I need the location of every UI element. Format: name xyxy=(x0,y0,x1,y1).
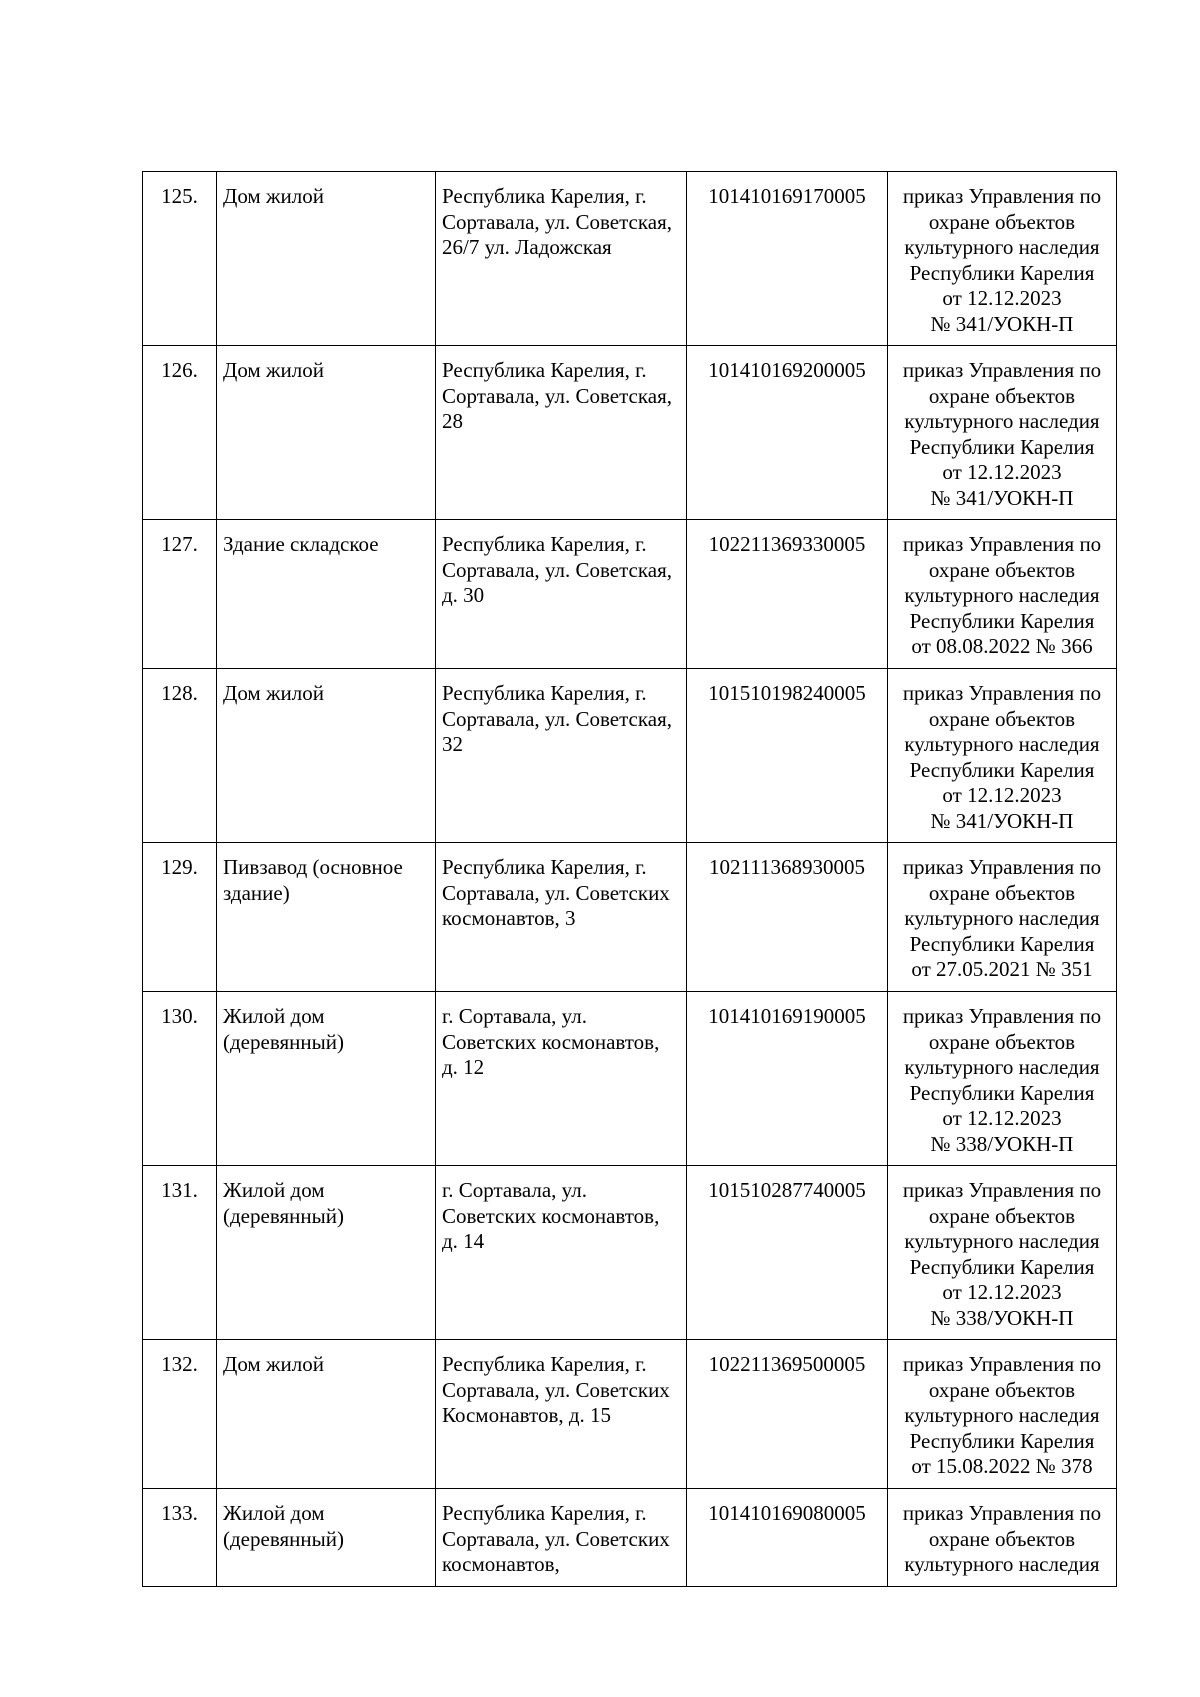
table-row xyxy=(143,520,1117,669)
registry-number: 101410169170005 xyxy=(687,172,888,346)
object-name: Жилой дом (деревянный) xyxy=(217,1166,436,1340)
table-row xyxy=(143,1489,1117,1587)
decree-line: охране объектов xyxy=(928,1377,1076,1402)
decree-line: приказ Управления по xyxy=(902,1501,1102,1525)
decree-line: от 12.12.2023 xyxy=(942,1106,1062,1130)
registry-number: 102111368930005 xyxy=(687,843,888,992)
registry-number: 101410169190005 xyxy=(687,992,888,1166)
decree-line: Республики Карелия xyxy=(909,260,1095,285)
object-address: Республика Карелия, г. Сортавала, ул. Советская, д. 30 xyxy=(436,520,687,669)
object-address: Республика Карелия, г. Сортавала, ул. Советская, 28 xyxy=(436,346,687,520)
decree-line: приказ Управления по xyxy=(902,855,1102,879)
object-name: Жилой дом (деревянный) xyxy=(217,1489,436,1587)
table-row xyxy=(143,1166,1117,1340)
object-address: Республика Карелия, г. Сортавала, ул. Советская, 26/7 ул. Ладожская xyxy=(436,172,687,346)
object-name: Дом жилой xyxy=(217,172,436,346)
decree-line: Республики Карелия xyxy=(909,434,1095,459)
decree-text xyxy=(888,669,1117,843)
object-name: Пивзавод (основное здание) xyxy=(217,843,436,992)
row-number: 125. xyxy=(143,172,217,346)
decree-text xyxy=(888,520,1117,669)
decree-line: № 338/УОКН-П xyxy=(930,1305,1074,1330)
registry-number: 101510198240005 xyxy=(687,669,888,843)
object-name: Дом жилой xyxy=(217,669,436,843)
row-number: 130. xyxy=(143,992,217,1166)
object-address: г. Сортавала, ул. Советских космонавтов, д. 12 xyxy=(436,992,687,1166)
table-row xyxy=(143,669,1117,843)
decree-text xyxy=(888,1489,1117,1587)
decree-line: охране объектов xyxy=(928,1029,1076,1054)
decree-line: приказ Управления по xyxy=(902,681,1102,705)
object-name: Здание складское xyxy=(217,520,436,669)
object-address: Республика Карелия, г. Сортавала, ул. Советская, 32 xyxy=(436,669,687,843)
decree-line: Республики Карелия xyxy=(909,1428,1095,1453)
registry-table xyxy=(142,171,1117,1587)
decree-line: культурного наследия xyxy=(904,1229,1100,1253)
decree-line: № 341/УОКН-П xyxy=(930,808,1074,833)
decree-text xyxy=(888,346,1117,520)
registry-number: 101510287740005 xyxy=(687,1166,888,1340)
registry-number: 101410169200005 xyxy=(687,346,888,520)
row-number: 129. xyxy=(143,843,217,992)
decree-line: от 12.12.2023 xyxy=(942,460,1062,484)
decree-line: охране объектов xyxy=(928,209,1076,234)
table-body xyxy=(143,172,1117,1587)
object-address: г. Сортавала, ул. Советских космонавтов, д. 14 xyxy=(436,1166,687,1340)
row-number: 131. xyxy=(143,1166,217,1340)
decree-line: культурного наследия xyxy=(904,1403,1100,1427)
registry-number: 102211369330005 xyxy=(687,520,888,669)
object-name: Дом жилой xyxy=(217,346,436,520)
decree-line: культурного наследия xyxy=(904,906,1100,930)
decree-line: приказ Управления по xyxy=(902,1178,1102,1202)
decree-line: № 338/УОКН-П xyxy=(930,1131,1074,1156)
decree-text xyxy=(888,1166,1117,1340)
decree-text xyxy=(888,172,1117,346)
row-number: 132. xyxy=(143,1340,217,1489)
registry-number: 102211369500005 xyxy=(687,1340,888,1489)
row-number: 127. xyxy=(143,520,217,669)
decree-line: Республики Карелия xyxy=(909,757,1095,782)
object-address: Республика Карелия, г. Сортавала, ул. Советских Космонавтов, д. 15 xyxy=(436,1340,687,1489)
table-row xyxy=(143,843,1117,992)
decree-line: культурного наследия xyxy=(904,583,1100,607)
decree-line: № 341/УОКН-П xyxy=(930,485,1074,510)
decree-line: от 15.08.2022 № 378 xyxy=(911,1454,1093,1478)
decree-line: приказ Управления по xyxy=(902,532,1102,556)
object-address: Республика Карелия, г. Сортавала, ул. Советских космонавтов, xyxy=(436,1489,687,1587)
decree-line: культурного наследия xyxy=(904,1552,1100,1576)
registry-number: 101410169080005 xyxy=(687,1489,888,1587)
decree-line: от 27.05.2021 № 351 xyxy=(911,957,1093,981)
decree-line: от 08.08.2022 № 366 xyxy=(911,634,1093,658)
decree-line: приказ Управления по xyxy=(902,184,1102,208)
row-number: 133. xyxy=(143,1489,217,1587)
decree-line: приказ Управления по xyxy=(902,1352,1102,1376)
table-row xyxy=(143,992,1117,1166)
decree-line: охране объектов xyxy=(928,880,1076,905)
decree-line: охране объектов xyxy=(928,557,1076,582)
decree-line: Республики Карелия xyxy=(909,1080,1095,1105)
decree-line: культурного наследия xyxy=(904,409,1100,433)
object-address: Республика Карелия, г. Сортавала, ул. Советских космонавтов, 3 xyxy=(436,843,687,992)
decree-text xyxy=(888,1340,1117,1489)
decree-line: охране объектов xyxy=(928,1526,1076,1551)
decree-line: Республики Карелия xyxy=(909,608,1095,633)
table-row xyxy=(143,1340,1117,1489)
decree-line: культурного наследия xyxy=(904,1055,1100,1079)
decree-line: Республики Карелия xyxy=(909,931,1095,956)
row-number: 126. xyxy=(143,346,217,520)
object-name: Дом жилой xyxy=(217,1340,436,1489)
decree-line: от 12.12.2023 xyxy=(942,1280,1062,1304)
row-number: 128. xyxy=(143,669,217,843)
table-row xyxy=(143,346,1117,520)
decree-line: от 12.12.2023 xyxy=(942,286,1062,310)
decree-line: Республики Карелия xyxy=(909,1254,1095,1279)
decree-line: культурного наследия xyxy=(904,235,1100,259)
decree-line: приказ Управления по xyxy=(902,358,1102,382)
decree-line: охране объектов xyxy=(928,383,1076,408)
decree-line: охране объектов xyxy=(928,1203,1076,1228)
decree-line: охране объектов xyxy=(928,706,1076,731)
decree-text xyxy=(888,992,1117,1166)
object-name: Жилой дом (деревянный) xyxy=(217,992,436,1166)
table-row xyxy=(143,172,1117,346)
decree-line: культурного наследия xyxy=(904,732,1100,756)
decree-line: № 341/УОКН-П xyxy=(930,311,1074,336)
decree-line: от 12.12.2023 xyxy=(942,783,1062,807)
decree-line: приказ Управления по xyxy=(902,1004,1102,1028)
decree-text xyxy=(888,843,1117,992)
